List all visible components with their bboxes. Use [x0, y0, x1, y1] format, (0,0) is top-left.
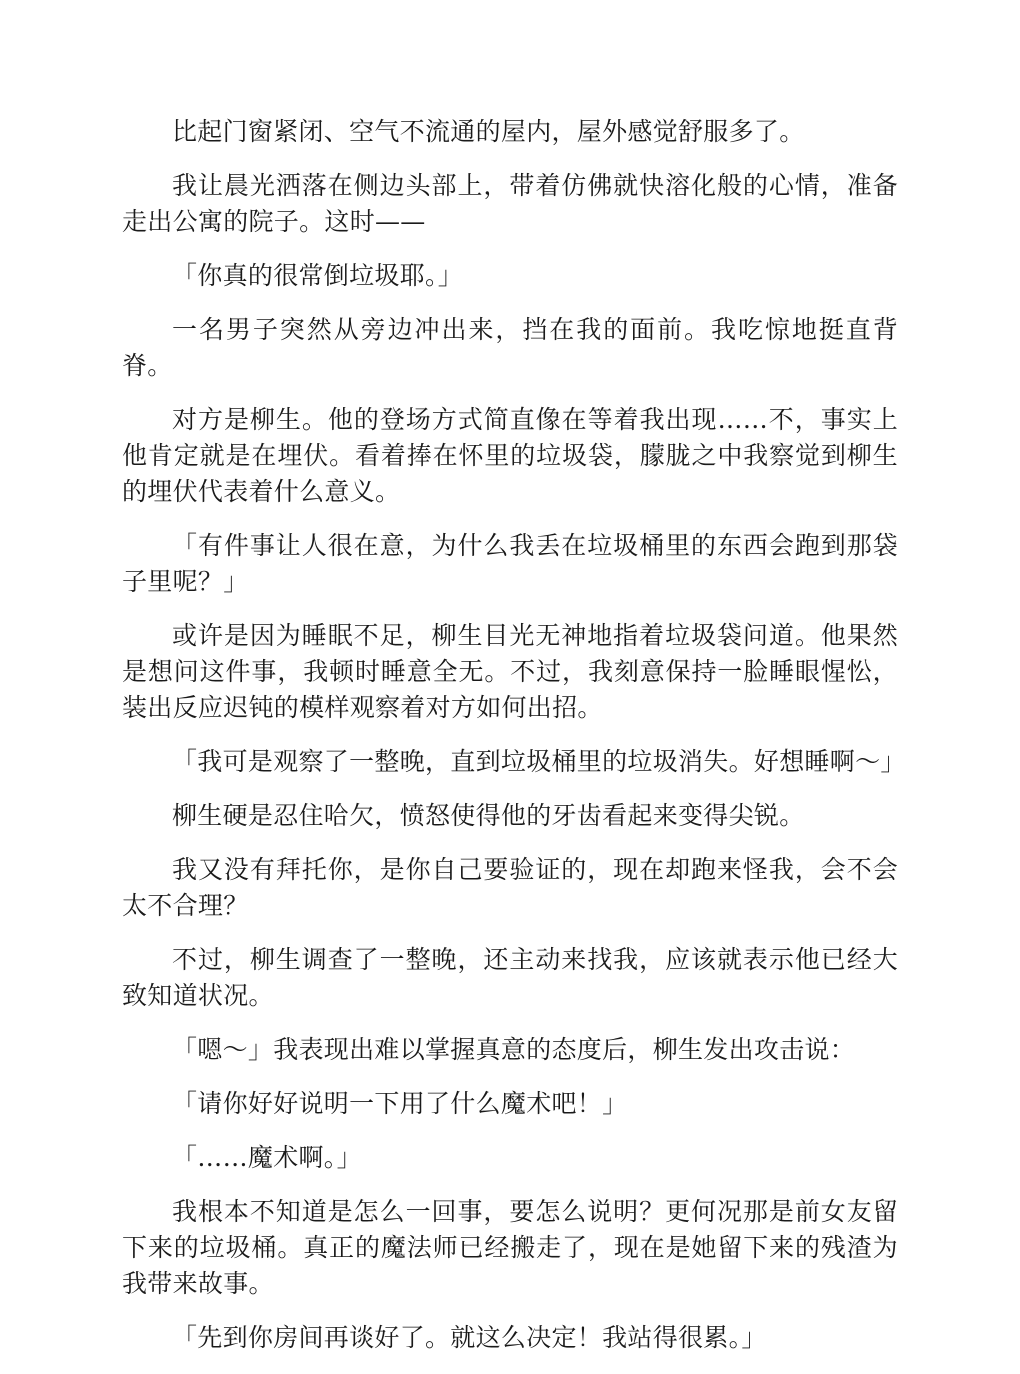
paragraph: 或许是因为睡眠不足，柳生目光无神地指着垃圾袋问道。他果然是想问这件事，我顿时睡意全无。不过，我刻意保持一脸睡眼惺忪，装出反应迟钝的模样观察着对方如何出招。 [122, 621, 898, 722]
paragraph: 「我可是观察了一整晚，直到垃圾桶里的垃圾消失。好想睡啊～」 [172, 747, 906, 776]
paragraph: 比起门窗紧闭、空气不流通的屋内，屋外感觉舒服多了。 [172, 117, 805, 146]
paragraph: 我根本不知道是怎么一回事，要怎么说明？更何况那是前女友留下来的垃圾桶。真正的魔法师已经搬走了，现在是她留下来的残渣为我带来故事。 [122, 1197, 898, 1298]
body-text [122, 114, 906, 1374]
paragraph: 「有件事让人很在意，为什么我丢在垃圾桶里的东西会跑到那袋子里呢？」 [122, 531, 898, 596]
paragraph: 我让晨光洒落在侧边头部上，带着仿佛就快溶化般的心情，准备走出公寓的院子。这时—— [122, 171, 898, 236]
paragraph: 「……魔术啊。」 [172, 1143, 362, 1172]
paragraph: 不过，柳生调查了一整晚，还主动来找我，应该就表示他已经大致知道状况。 [122, 945, 898, 1010]
paragraph: 「你真的很常倒垃圾耶。」 [172, 261, 464, 290]
paragraph: 「先到你房间再谈好了。就这么决定！我站得很累。」 [172, 1323, 767, 1352]
paragraph: 我又没有拜托你，是你自己要验证的，现在却跑来怪我，会不会太不合理？ [122, 855, 898, 920]
paragraph: 「请你好好说明一下用了什么魔术吧！」 [172, 1089, 628, 1118]
paragraph: 柳生硬是忍住哈欠，愤怒使得他的牙齿看起来变得尖锐。 [172, 801, 805, 830]
paragraph: 对方是柳生。他的登场方式简直像在等着我出现……不，事实上他肯定就是在埋伏。看着捧在怀里的垃圾袋，朦胧之中我察觉到柳生的埋伏代表着什么意义。 [122, 405, 898, 506]
paragraph: 一名男子突然从旁边冲出来，挡在我的面前。我吃惊地挺直背脊。 [122, 315, 898, 380]
paragraph: 「嗯～」我表现出难以掌握真意的态度后，柳生发出攻击说： [172, 1035, 856, 1064]
